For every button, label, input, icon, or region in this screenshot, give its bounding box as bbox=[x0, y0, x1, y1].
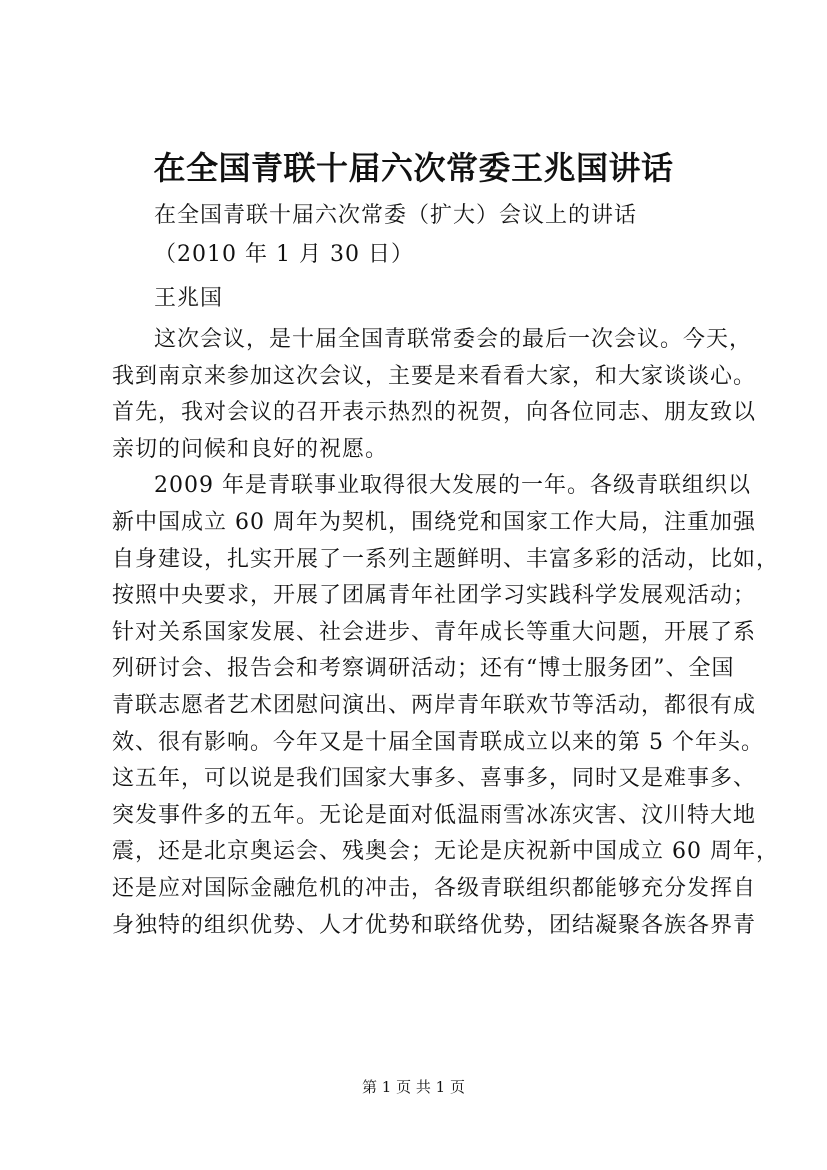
paragraph-line: 震，还是北京奥运会、残奥会；无论是庆祝新中国成立 60 周年， bbox=[112, 839, 779, 864]
paragraph-line: 2009 年是青联事业取得很大发展的一年。各级青联组织以 bbox=[154, 473, 751, 498]
document-title: 在全国青联十届六次常委王兆国讲话 bbox=[153, 149, 674, 187]
paragraph-line: 效、很有影响。今年又是十届全国青联成立以来的第 5 个年头。 bbox=[112, 730, 764, 755]
paragraph-line: 身独特的组织优势、人才优势和联络优势，团结凝聚各族各界青 bbox=[112, 913, 757, 938]
paragraph-line: 这五年，可以说是我们国家大事多、喜事多，同时又是难事多、 bbox=[112, 766, 757, 791]
paragraph-line: 列研讨会、报告会和考察调研活动；还有“博士服务团”、全国 bbox=[112, 656, 735, 681]
paragraph-line: 我到南京来参加这次会议，主要是来看看大家，和大家谈谈心。 bbox=[112, 364, 757, 389]
document-author: 王兆国 bbox=[154, 286, 224, 311]
paragraph-line: 突发事件多的五年。无论是面对低温雨雪冰冻灾害、汶川特大地 bbox=[112, 803, 757, 828]
document-date: （2010 年 1 月 30 日） bbox=[154, 242, 414, 267]
paragraph-line: 新中国成立 60 周年为契机，围绕党和国家工作大局，注重加强 bbox=[112, 510, 756, 535]
paragraph-line: 按照中央要求，开展了团属青年社团学习实践科学发展观活动； bbox=[112, 583, 757, 608]
paragraph-line: 针对关系国家发展、社会进步、青年成长等重大问题，开展了系 bbox=[112, 620, 757, 645]
document-subtitle: 在全国青联十届六次常委（扩大）会议上的讲话 bbox=[154, 203, 638, 228]
page-footer: 第 1 页 共 1 页 bbox=[362, 1078, 465, 1096]
paragraph-line: 青联志愿者艺术团慰问演出、两岸青年联欢节等活动，都很有成 bbox=[112, 693, 757, 718]
paragraph-line: 亲切的问候和良好的祝愿。 bbox=[112, 437, 389, 462]
paragraph-line: 自身建设，扎实开展了一系列主题鲜明、丰富多彩的活动，比如， bbox=[112, 547, 780, 572]
paragraph-line: 首先，我对会议的召开表示热烈的祝贺，向各位同志、朋友致以 bbox=[112, 400, 757, 425]
paragraph-line: 这次会议，是十届全国青联常委会的最后一次会议。今天， bbox=[154, 327, 753, 352]
paragraph-line: 还是应对国际金融危机的冲击，各级青联组织都能够充分发挥自 bbox=[112, 876, 757, 901]
